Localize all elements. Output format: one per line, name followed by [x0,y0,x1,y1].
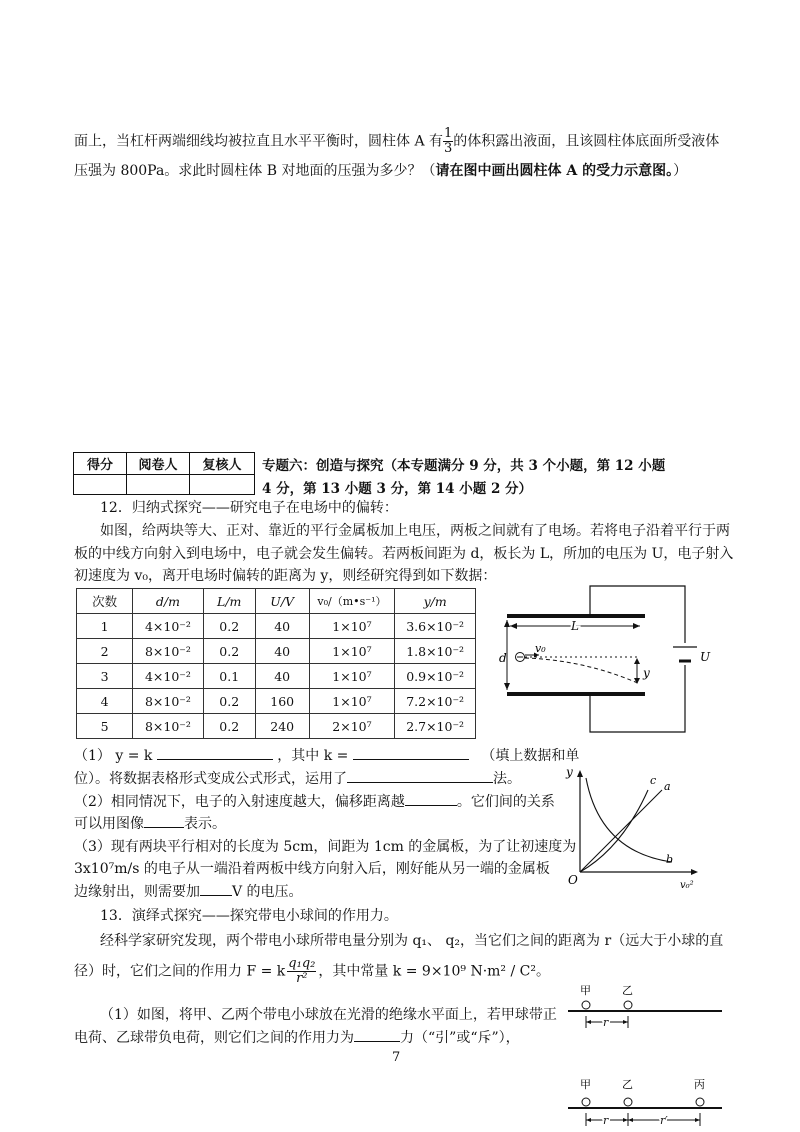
table-cell: 3 [77,664,133,689]
table-cell: 0.2 [203,639,255,664]
formula-denominator: r² [296,971,308,986]
table-cell: 40 [255,664,309,689]
table-header-row [77,589,476,614]
table-cell: 5 [77,714,133,739]
text-segment: 力（“引”或“斥”）， [400,1030,520,1046]
two-balls-figure [562,980,732,1038]
x-axis-arrow [691,869,698,875]
answer-blank-formula[interactable] [157,759,273,760]
y-axis-arrow [577,770,583,777]
text-segment: 法。 [493,771,521,787]
instruction-bold: 请在图中画出圆柱体 A 的受力示意图。 [435,163,674,179]
table-cell: 4×10⁻² [133,614,203,639]
q13-sub1-line1: （1）如图，将甲、乙两个带电小球放在光滑的绝缘水平面上，若甲球带正 [100,1007,557,1023]
answer-blank-voltage[interactable] [200,895,232,896]
q12-data-table [76,588,476,739]
table-cell: 40 [255,639,309,664]
table-row [77,614,476,639]
text-segment: ，其中 k = [277,748,349,764]
q13-paragraph-line: 经科学家研究发现，两个带电小球所带电量分别为 q₁、 q₂，当它们之间的距离为 r（远大于小球的直 [100,933,724,949]
q12-sub2-line1 [74,791,555,811]
y-v0-squared-graph [562,760,702,890]
table-cell: 4 [77,689,133,714]
table-row [77,689,476,714]
section-title [262,454,665,497]
text-segment: 边缘射出，则需要加 [74,884,200,900]
table-cell: 0.2 [203,689,255,714]
answer-blank-graph[interactable] [144,827,184,828]
table-row [77,664,476,689]
reviewer-header: 复核人 [190,453,255,475]
q12-sub1-line2 [74,768,521,788]
grader-cell[interactable] [127,475,190,495]
text-segment: 。它们间的关系 [456,794,555,810]
table-header: 次数 [77,589,133,614]
table-cell: 8×10⁻² [133,639,203,664]
q12-heading: 12．归纳式探究——研究电子在电场中的偏转： [100,500,398,516]
text-segment: 面上，当杠杆两端细线均被拉直且水平平衡时，圆柱体 A 有 [74,133,444,150]
ball-yi [624,1098,632,1106]
table-cell: 1×10⁷ [309,689,395,714]
text-segment: 压强为 800Pa。求此时圆柱体 B 对地面的压强为多少？（ [74,163,436,179]
coulomb-fraction [287,957,316,986]
label-d: d [499,651,507,665]
curve-b [586,778,672,862]
section-title-line-1: 专题六：创造与探究（本专题满分 9 分，共 3 个小题，第 12 小题 [262,458,666,474]
q12-sub3-line3 [74,881,303,901]
table-header: v₀/（m•s⁻¹） [309,589,395,614]
fraction-numerator: 1 [444,126,453,141]
label-r-prime: r′ [660,1114,668,1127]
fraction-denominator: 3 [444,141,453,156]
q12-sub1-line1 [74,745,579,765]
table-cell: 0.1 [203,664,255,689]
text-segment: 的体积露出液面，且该圆柱体底面所受液体 [453,133,720,150]
table-cell: 2 [77,639,133,664]
text-segment: V 的电压。 [232,884,303,900]
electron-deflection-figure [495,580,715,740]
label-r: r [603,1016,609,1029]
table-cell: 2.7×10⁻² [395,714,476,739]
ball-jia [582,1001,590,1009]
answer-blank-trend[interactable] [405,805,457,806]
text-segment: ，其中常量 k = 9×10⁹ N·m² / C²。 [318,963,550,980]
section-title-line-2: 4 分，第 13 小题 3 分，第 14 小题 2 分） [262,481,533,497]
q12-sub2-line2 [74,813,226,833]
table-row [77,714,476,739]
table-row [77,639,476,664]
page-number: 7 [392,1050,401,1065]
table-cell: 1.8×10⁻² [395,639,476,664]
q12-paragraph-line: 如图，给两块等大、正对、靠近的平行金属板加上电压，两板之间就有了电场。若将电子沿着平行于两 [100,523,730,539]
table-cell: 8×10⁻² [133,714,203,739]
text-segment: （填上数据和单 [481,748,580,764]
text-segment: 可以用图像 [74,816,144,832]
score-header: 得分 [74,453,127,475]
graph-label-a: a [664,780,671,793]
ball-label-yi: 乙 [622,1078,633,1091]
label-U: U [700,650,711,664]
table-header: L/m [203,589,255,614]
ball-jia [582,1098,590,1106]
q13-heading: 13．演绎式探究——探究带电小球间的作用力。 [100,908,398,924]
graph-label-x: v₀² [680,880,694,890]
table-cell: 1 [77,614,133,639]
table-header: d/m [133,589,203,614]
score-table [73,452,255,495]
ball-label-bing: 丙 [694,1078,705,1091]
text-segment: 电荷、乙球带负电荷，则它们之间的作用力为 [74,1030,354,1046]
text-segment: 径）时，它们之间的作用力 F = k [74,963,286,980]
answer-blank-method[interactable] [347,782,493,783]
answer-blank-force-type[interactable] [354,1041,400,1042]
fraction-one-third [443,127,453,156]
ball-bing [696,1098,704,1106]
table-cell: 0.2 [203,614,255,639]
table-cell: 1×10⁷ [309,639,395,664]
score-cell[interactable] [74,475,127,495]
table-cell: 2×10⁷ [309,714,395,739]
graph-label-c: c [650,774,657,787]
problem-tail-line-2 [74,160,687,180]
formula-numerator: q₁q₂ [288,956,316,971]
text-segment: （2）相同情况下，电子的入射速度越大，偏移距离越 [74,794,405,810]
table-cell: 0.2 [203,714,255,739]
ball-label-yi: 乙 [622,984,633,997]
q12-sub3-line1: （3）现有两块平行相对的长度为 5cm，间距为 1cm 的金属板，为了让初速度为 [74,839,577,855]
text-segment: （1） y = k [74,748,153,764]
curve-c [580,790,648,872]
q13-formula-line [74,957,550,986]
table-cell: 4×10⁻² [133,664,203,689]
three-balls-figure [562,1072,732,1132]
graph-label-b: b [666,853,674,866]
graph-label-origin: O [568,873,578,887]
table-cell: 40 [255,614,309,639]
label-L: L [571,619,579,633]
ball-yi [624,1001,632,1009]
text-segment: 表示。 [184,816,226,832]
label-r: r [603,1114,609,1127]
q13-sub1-line2 [74,1027,520,1047]
problem-tail-line-1 [74,127,719,156]
ball-label-jia: 甲 [580,984,591,997]
q12-sub3-line2: 3x10⁷m/s 的电子从一端沿着两板中线方向射入后，刚好能从另一端的金属板 [74,861,550,877]
table-header: U/V [255,589,309,614]
table-cell: 240 [255,714,309,739]
label-y: y [643,666,650,680]
grader-header: 阅卷人 [127,453,190,475]
table-cell: 1×10⁷ [309,614,395,639]
label-v0: v₀ [535,642,546,655]
reviewer-cell[interactable] [190,475,255,495]
table-cell: 160 [255,689,309,714]
answer-blank-k[interactable] [353,759,469,760]
table-cell: 0.9×10⁻² [395,664,476,689]
q12-paragraph-line: 初速度为 v₀，离开电场时偏转的距离为 y，则经研究得到如下数据： [74,568,497,584]
graph-label-y: y [566,765,573,779]
electron-path [525,658,640,684]
table-cell: 1×10⁷ [309,664,395,689]
text-segment: ） [673,163,688,179]
table-cell: 3.6×10⁻² [395,614,476,639]
table-cell: 8×10⁻² [133,689,203,714]
ball-label-jia: 甲 [580,1078,591,1091]
text-segment: 位）。将数据表格形式变成公式形式，运用了 [74,771,347,787]
table-cell: 7.2×10⁻² [395,689,476,714]
q12-paragraph-line: 板的中线方向射入到电场中，电子就会发生偏转。若两板间距为 d，板长为 L，所加的电压为 U，电子射入 [74,546,734,562]
table-header: y/m [395,589,476,614]
